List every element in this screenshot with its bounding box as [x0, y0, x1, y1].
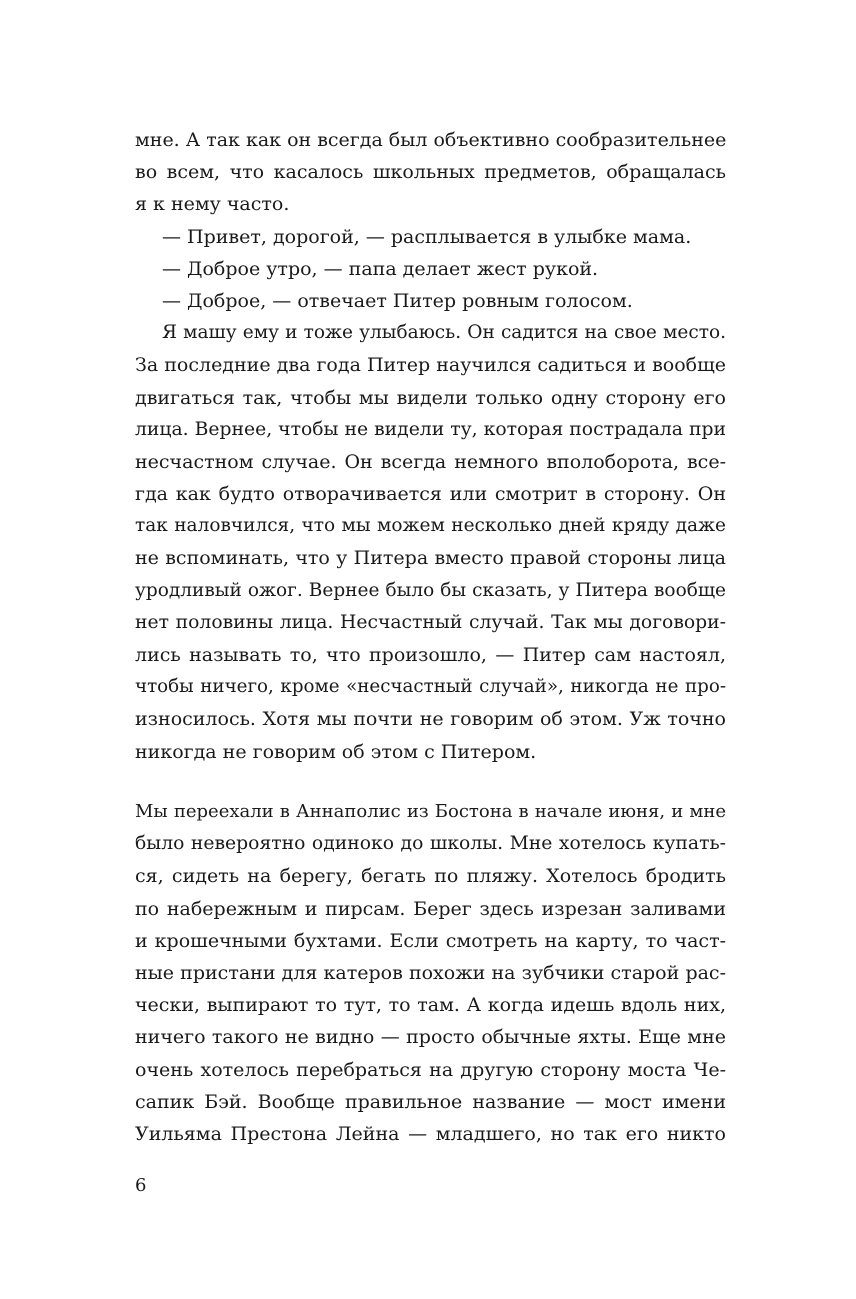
dialogue-line: — Доброе, — отвечает Питер ровным голосом.: [162, 289, 633, 312]
text-line: ничего такого не видно — просто обычные яхты. Еще мне: [135, 1026, 726, 1049]
text-line: ся, сидеть на берегу, бегать по пляжу. Хотелось бродить: [135, 865, 726, 888]
text-line: нет половины лица. Несчастный случай. Так мы договори-: [135, 611, 726, 633]
text-line: чески, выпирают то тут, то там. А когда идешь вдоль них,: [135, 994, 726, 1017]
page-number: 6: [135, 1175, 147, 1196]
text-line: так наловчился, что мы можем несколько дней кряду даже: [135, 515, 726, 537]
text-line: несчастном случае. Он всегда немного вполоборота, все-: [135, 450, 726, 473]
text-line: я к нему часто.: [135, 193, 290, 216]
text-line: Я машу ему и тоже улыбаюсь. Он садится на свое место.: [162, 322, 726, 344]
text-line: уродливый ожог. Вернее было бы сказать, у Питера вообще: [135, 579, 726, 601]
text-line: очень хотелось перебраться на другую сторону моста Че-: [135, 1058, 726, 1081]
text-section-1: [135, 124, 726, 768]
text-line: За последние два года Питер научился садиться и вообще: [135, 354, 726, 377]
text-line: Мы переехали в Аннаполис из Бостона в начале июня, и мне: [135, 801, 726, 822]
text-section-2: [135, 796, 726, 1150]
text-line: Уильяма Престона Лейна — младшего, но так его никто: [135, 1122, 726, 1145]
text-line: двигаться так, чтобы мы видели только одну сторону его: [135, 386, 726, 409]
text-line: износилось. Хотя мы почти не говорим об этом. Уж точно: [135, 708, 726, 731]
text-line: по набережным и пирсам. Берег здесь изрезан заливами: [135, 897, 726, 920]
text-line: не вспоминать, что у Питера вместо правой стороны лица: [135, 547, 726, 570]
text-line: и крошечными бухтами. Если смотреть на карту, то част-: [135, 929, 726, 952]
text-line: чтобы ничего, кроме «несчастный случай», никогда не про-: [135, 676, 726, 698]
dialogue-line: — Доброе утро, — папа делает жест рукой.: [162, 257, 599, 280]
text-line: сапик Бэй. Вообще правильное название — мост имени: [135, 1090, 726, 1113]
text-line: лица. Вернее, чтобы не видели ту, которая пострадала при: [135, 418, 726, 440]
text-line: во всем, что касалось школьных предметов, обращалась: [135, 161, 726, 184]
text-line: лись называть то, что произошло, — Питер сам настоял,: [135, 644, 726, 666]
text-line: мне. А так как он всегда был объективно сообразительнее: [135, 129, 727, 151]
text-line: было невероятно одиноко до школы. Мне хотелось купать-: [135, 833, 726, 855]
text-line: ные пристани для катеров похожи на зубчики старой рас-: [135, 961, 726, 984]
dialogue-line: — Привет, дорогой, — расплывается в улыбке мама.: [162, 225, 692, 248]
text-line: никогда не говорим об этом с Питером.: [135, 740, 537, 763]
text-line: гда как будто отворачивается или смотрит в сторону. Он: [135, 483, 726, 506]
